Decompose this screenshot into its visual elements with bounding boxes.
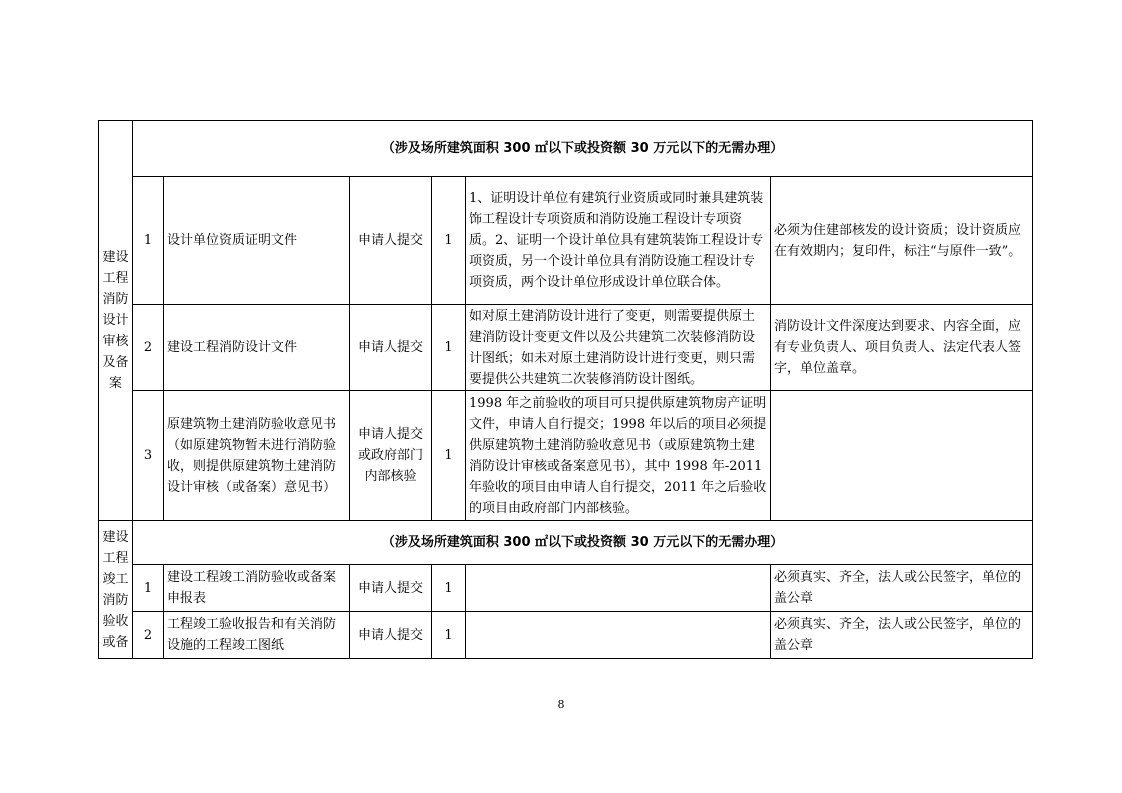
table-row: [99, 305, 1033, 391]
row-no: 2: [133, 612, 164, 659]
material-requirement: 必须真实、齐全，法人或公民签字，单位的盖公章: [771, 565, 1033, 612]
material-count: 1: [432, 177, 466, 305]
material-description: 1998 年之前验收的项目可只提供原建筑物房产证明文件，申请人自行提交；1998 年以后的项目必须提供原建筑物土建消防验收意见书（或原建筑物土建消防设计审核或备案意见书），其中 1998 年-2011 年验收的项目由申请人自行提交，2011 年之后验收的项目由政府部门内部核验。: [466, 391, 771, 521]
material-description: 1、证明设计单位有建筑行业资质或同时兼具建筑装饰工程设计专项资质和消防设施工程设计专项资质。2、证明一个设计单位具有建筑装饰工程设计专项资质，另一个设计单位具有消防设施工程设计专项资质，两个设计单位形成设计单位联合体。: [466, 177, 771, 305]
material-source: 申请人提交或政府部门内部核验: [350, 391, 432, 521]
material-count: 1: [432, 612, 466, 659]
material-name: 工程竣工验收报告和有关消防设施的工程竣工图纸: [164, 612, 350, 659]
material-description: 如对原土建消防设计进行了变更，则需要提供原土建消防设计变更文件以及公共建筑二次装修消防设计图纸；如未对原土建消防设计进行变更，则只需要提供公共建筑二次装修消防设计图纸。: [466, 305, 771, 391]
material-name: 建设工程竣工消防验收或备案申报表: [164, 565, 350, 612]
table-row: [99, 391, 1033, 521]
material-count: 1: [432, 305, 466, 391]
material-source: 申请人提交: [350, 565, 432, 612]
material-name: 原建筑物土建消防验收意见书（如原建筑物暂未进行消防验收，则提供原建筑物土建消防设计审核（或备案）意见书）: [164, 391, 350, 521]
section-1-heading: （涉及场所建筑面积 300 ㎡以下或投资额 30 万元以下的无需办理）: [133, 121, 1033, 177]
section-1-title: 建设工程消防设计审核及备案: [99, 121, 133, 521]
section-1-heading-row: [99, 121, 1033, 177]
material-requirement: 必须为住建部核发的设计资质；设计资质应在有效期内；复印件，标注“与原件一致”。: [771, 177, 1033, 305]
material-description: [466, 612, 771, 659]
material-count: 1: [432, 391, 466, 521]
table-row: [99, 612, 1033, 659]
material-requirement: 消防设计文件深度达到要求、内容全面，应有专业负责人、项目负责人、法定代表人签字，单位盖章。: [771, 305, 1033, 391]
table-row: [99, 177, 1033, 305]
row-no: 1: [133, 565, 164, 612]
row-no: 2: [133, 305, 164, 391]
page-number: 8: [557, 698, 565, 711]
row-no: 1: [133, 177, 164, 305]
material-count: 1: [432, 565, 466, 612]
material-source: 申请人提交: [350, 177, 432, 305]
material-requirement: [771, 391, 1033, 521]
row-no: 3: [133, 391, 164, 521]
material-source: 申请人提交: [350, 305, 432, 391]
material-source: 申请人提交: [350, 612, 432, 659]
section-2-title: 建设工程竣工消防验收或备: [99, 521, 133, 659]
material-name: 建设工程消防设计文件: [164, 305, 350, 391]
section-2-heading-row: [99, 521, 1033, 565]
section-2-heading: （涉及场所建筑面积 300 ㎡以下或投资额 30 万元以下的无需办理）: [133, 521, 1033, 565]
material-requirement: 必须真实、齐全，法人或公民签字，单位的盖公章: [771, 612, 1033, 659]
table-row: [99, 565, 1033, 612]
material-description: [466, 565, 771, 612]
material-name: 设计单位资质证明文件: [164, 177, 350, 305]
materials-table: [98, 120, 1033, 659]
